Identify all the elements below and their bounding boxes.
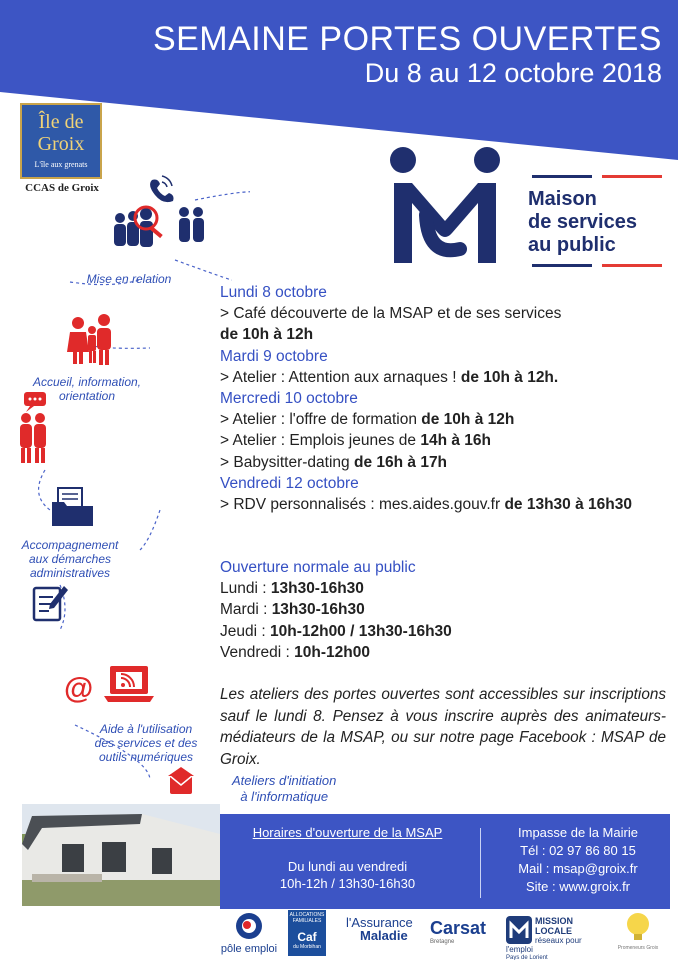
- promeneurs-logo: [616, 910, 660, 951]
- label-aide-line3: outils numériques: [98, 750, 194, 764]
- registration-note: Les ateliers des portes ouvertes sont accessibles sur inscriptions sauf le lundi 8. Pensez à vous inscrire auprès des animateurs-médiateurs de la MSAP, ou sur notre page Facebook : MSAP de Groix.: [220, 686, 666, 768]
- opening-row: [220, 599, 452, 620]
- opening-heading: Ouverture normale au public: [220, 559, 416, 576]
- day-heading: Lundi 8 octobre: [220, 284, 327, 301]
- pole-emploi-icon: [234, 912, 264, 940]
- opening-day: Jeudi :: [220, 622, 266, 640]
- logo-line2: Groix: [37, 133, 85, 155]
- msap-logo-icon: [386, 145, 504, 273]
- activity-text: > RDV personnalisés : mes.aides.gouv.fr: [220, 496, 501, 514]
- hours-title: Horaires d'ouverture de la MSAP: [252, 825, 443, 840]
- page-dates: Du 8 au 12 octobre 2018: [364, 58, 662, 88]
- mise-en-relation-icon: [114, 207, 204, 247]
- lightbulb-icon: [622, 910, 654, 942]
- opening-time: 10h-12h00 / 13h30-16h30: [269, 622, 452, 640]
- opening-day: Lundi :: [220, 580, 267, 598]
- contact-tel: Tél : 02 97 86 80 15: [520, 843, 636, 858]
- mission-locale-logo: [506, 916, 584, 960]
- activity: [220, 452, 666, 473]
- opening-time: 13h30-16h30: [271, 601, 365, 619]
- label-accompagnement: [6, 538, 134, 580]
- ile-de-groix-logo: [20, 103, 102, 179]
- activity-text: > Café découverte de la MSAP et de ses services: [220, 305, 562, 323]
- opening-day: Mardi :: [220, 601, 268, 619]
- opening-time: 10h-12h00: [294, 643, 370, 661]
- promeneurs-sub: Promeneurs Groix: [617, 945, 659, 951]
- msap-bar-top: [532, 175, 662, 178]
- ateliers-line1: Ateliers d'initiation: [232, 773, 337, 788]
- contact-mail[interactable]: Mail : msap@groix.fr: [518, 861, 638, 876]
- carsat-sub: Bretagne: [430, 939, 455, 945]
- laptop-rss-icon: [104, 666, 154, 702]
- building-photo: [22, 804, 220, 906]
- activity-time-row: [220, 324, 666, 345]
- pole-emploi-label: pôle emploi: [220, 943, 278, 955]
- label-accomp-line2: aux démarches: [28, 552, 112, 566]
- msap-line1: Maison: [528, 188, 597, 210]
- activity: [220, 367, 666, 388]
- msap-line3: au public: [528, 234, 616, 256]
- caf-line1: ALLOCATIONS: [289, 912, 325, 918]
- carsat-logo: [430, 918, 486, 945]
- activity-time: de 10h à 12h: [220, 326, 314, 344]
- mission-line2: réseaux pour l'emploi: [506, 936, 582, 954]
- opening-row: [220, 578, 452, 599]
- ateliers-line2: à l'informatique: [240, 789, 329, 804]
- footer-contact: [488, 824, 668, 896]
- opening-day: Vendredi :: [220, 643, 290, 661]
- at-symbol: @: [64, 672, 94, 705]
- label-accueil-line2: orientation: [58, 389, 116, 403]
- opening-hours: [220, 557, 452, 663]
- activity-time: 14h à 16h: [420, 432, 491, 450]
- clipboard-icon: [34, 586, 68, 620]
- footer-hours: [220, 824, 475, 892]
- label-accueil-line1: Accueil, information,: [32, 375, 142, 389]
- ateliers-label: [232, 773, 336, 805]
- contact-address: Impasse de la Mairie: [518, 825, 638, 840]
- day-heading: Vendredi 12 octobre: [220, 474, 359, 492]
- accueil-people-icon: [20, 413, 46, 463]
- opening-row: [220, 642, 452, 663]
- program-section: [220, 282, 666, 515]
- activity-time: de 13h30 à 16h30: [504, 496, 632, 514]
- msap-line2: de services: [528, 211, 637, 233]
- assurance-maladie-logo: [332, 916, 413, 942]
- label-aide-line1: Aide à l'utilisation: [99, 722, 193, 736]
- hours-times: 10h-12h / 13h30-16h30: [279, 876, 416, 891]
- activity: [220, 409, 666, 430]
- page-title: SEMAINE PORTES OUVERTES: [152, 20, 662, 58]
- logo-tagline: L'île aux grenats: [34, 160, 88, 169]
- label-mise-en-relation: Mise en relation: [86, 272, 172, 286]
- label-aide: [82, 722, 210, 764]
- ccas-caption: CCAS de Groix: [25, 182, 99, 194]
- activity-text: > Atelier : Emplois jeunes de: [220, 432, 417, 450]
- mission-line1: MISSION LOCALE: [535, 916, 574, 936]
- activity: [220, 430, 666, 451]
- activity: [220, 303, 666, 324]
- label-aide-line2: des services et des: [94, 736, 198, 750]
- logo-line1: Île de: [38, 111, 84, 133]
- activity-time: de 16h à 17h: [353, 453, 448, 471]
- msap-bar-bottom: [532, 264, 662, 267]
- accueil-family-icon: [67, 314, 111, 365]
- caf-sub: du Morbihan: [293, 944, 321, 950]
- hours-days: Du lundi au vendredi: [287, 859, 408, 874]
- msap-logo-text: [528, 188, 637, 257]
- carsat-name: Carsat: [430, 918, 487, 938]
- day-heading: Mardi 9 octobre: [220, 347, 328, 365]
- folder-icon: [52, 488, 93, 526]
- pole-emploi-logo: [216, 912, 282, 955]
- label-accueil: [12, 375, 162, 403]
- activity-time: de 10h à 12h: [421, 411, 515, 429]
- assurance-line2: Maladie: [360, 928, 408, 943]
- assurance-line1: l'Assurance: [346, 915, 413, 930]
- activity-time: de 10h à 12h.: [460, 368, 559, 386]
- activity-text: > Atelier : Attention aux arnaques !: [220, 368, 457, 386]
- caf-logo: [288, 910, 326, 956]
- mission-locale-icon: [506, 916, 532, 944]
- label-accomp-line3: administratives: [29, 566, 111, 580]
- mail-icon: [168, 767, 194, 794]
- caf-line2: FAMILIALES: [292, 918, 322, 924]
- caf-name: Caf: [297, 930, 317, 944]
- activity-text: > Babysitter-dating: [220, 453, 350, 471]
- opening-row: [220, 621, 452, 642]
- day-heading: Mercredi 10 octobre: [220, 390, 358, 408]
- partner-logos: [0, 910, 678, 960]
- activity: [220, 494, 666, 515]
- activity-text: > Atelier : l'offre de formation: [220, 411, 417, 429]
- footer-separator: [480, 828, 481, 898]
- opening-time: 13h30-16h30: [270, 580, 364, 598]
- contact-site[interactable]: Site : www.groix.fr: [525, 879, 631, 894]
- label-accomp-line1: Accompagnement: [21, 538, 119, 552]
- footer-info-box: [220, 814, 670, 909]
- mission-line3: Pays de Lorient: [506, 955, 548, 960]
